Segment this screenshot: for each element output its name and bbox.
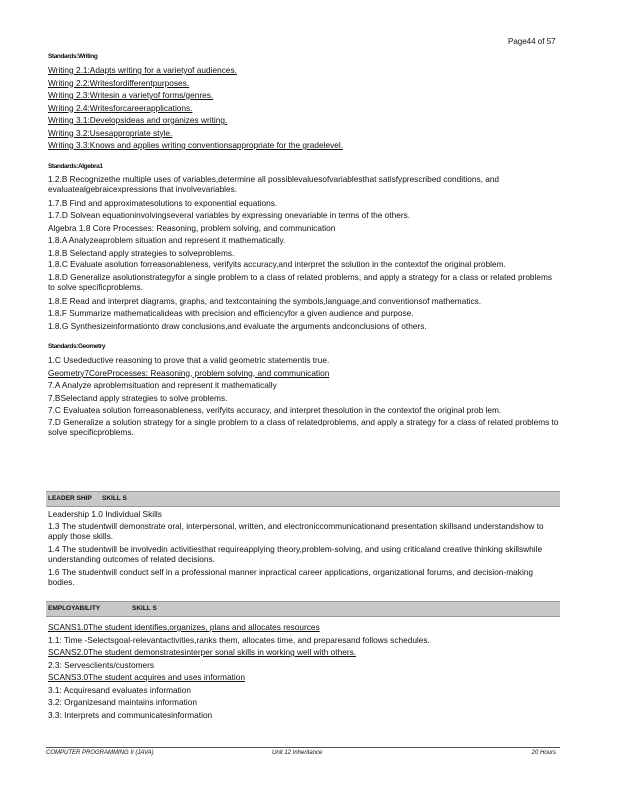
employability-item: 3.1: Acquiresand evaluates information	[48, 684, 191, 695]
algebra-item: 1.8.E Read and interpret diagrams, graphs, and textcontaining the symbols,language,and conventionsof mathematics.	[48, 295, 482, 306]
employability-item: SCANS2.0The student demonstratesinterper sonal skills in working well with others.	[48, 647, 357, 657]
algebra-item: 1.8.C Evaluate asolution forreasonableness, verifyits accuracy,and interpret the solution in the contextof the original problem.	[48, 259, 506, 269]
geometry-item: 7.D Generalize a solution strategy for a single problem to a class of relatedproblems, and apply a strategy for a class of related problems to solve specificproblems.	[48, 416, 559, 437]
geometry-item: Geometry7CoreProcesses: Reasoning, problem solving, and communication	[48, 367, 330, 378]
geometry-header: Standards:Geometry	[48, 343, 106, 350]
algebra-item: 1.7.B Find and approximatesolutions to exponential equations.	[48, 197, 278, 208]
writing-item: Writing 2.4:Writesforcareerapplications.	[48, 102, 193, 113]
geometry-item: 7.A Analyze aproblemsituation and represent it mathematically	[48, 380, 277, 390]
algebra-item: 1.8.G Synthesizeinformationto draw conclusions,and evaluate the arguments andconclusions of others.	[48, 320, 427, 331]
employability-item: 1.1: Time -Selectsgoal-relevantactivities,ranks them, allocates time, and preparesand follows schedules.	[48, 634, 430, 645]
footer-hours: 20 Hours	[531, 750, 556, 756]
standards-section	[48, 52, 560, 440]
employability-item: SCANS1.0The student identifies,organizes, plans and allocates resources	[48, 622, 320, 632]
employability-bar-label: EMPLOYABILITY	[48, 605, 101, 612]
writing-item: Writing 2.2:Writesfordifferentpurposes.	[48, 77, 190, 88]
geometry-item: 7.C Evaluatea solution forreasonableness, verifyits accuracy, and interpret thesolution in the contextof the original prob lem.	[48, 405, 502, 415]
algebra-item: 1.8.A Analyzeaproblem situation and represent it mathematically.	[48, 235, 286, 245]
algebra-item: 1.8.D Generalize asolutionstrategyfor a single problem to a class of related problems, and apply a strategy for a class or related problems to solve specificproblems.	[48, 271, 553, 292]
algebra-item: 1.8.B Selectand apply strategies to solveproblems.	[48, 247, 235, 258]
leadership-item: Leadership 1.0 Individual Skills	[48, 509, 162, 519]
page-number: Page44 of 57	[508, 37, 556, 46]
writing-item: Writing 3.1:Developsideas and organizes writing.	[48, 115, 228, 125]
leadership-skills-label: SKILL S	[102, 495, 127, 502]
writing-item: Writing 2.1:Adapts writing for a varietyof audiences.	[48, 65, 237, 75]
footer-unit: Unit 12 Inheritance	[272, 750, 323, 756]
page-footer	[46, 747, 560, 760]
leadership-skills-bar	[46, 491, 560, 507]
geometry-item: 1.C Usedeductive reasoning to prove that a valid geometric statementis true.	[48, 355, 330, 365]
algebra-item: Algebra 1.8 Core Processes: Reasoning, problem solving, and communication	[48, 222, 336, 233]
leadership-section	[48, 508, 560, 590]
leadership-item: 1.4 The studentwill be involvedin activitiesthat requireapplying theory,problem-solving, and using criticaland creative thinking skillswhile understanding outcomes of related decisions.	[48, 543, 543, 564]
writing-header: Standards:Writing	[48, 53, 98, 60]
writing-item: Writing 3.2:Usesappropriate style.	[48, 127, 173, 138]
algebra-item: 1.8.F Summarize mathematicalideas with precision and efficiencyfor a given audience and purpose.	[48, 308, 414, 318]
algebra-item: 1.7.D Solvean equationinvolvingseveral variables by expressing onevariable in terms of the others.	[48, 210, 411, 220]
employability-item: 2.3: Servesclients/customers	[48, 659, 155, 670]
employability-item: 3.3: Interprets and communicatesinformation	[48, 709, 213, 720]
employability-skills-label: SKILL S	[132, 605, 157, 612]
geometry-item: 7.BSelectand apply strategies to solve problems.	[48, 392, 228, 403]
footer-course: COMPUTER PROGRAMMING II (JAVA)	[46, 750, 154, 756]
writing-item: Writing 3.3:Knows and applies writing conventionsappropriate for the gradelevel.	[48, 140, 344, 150]
algebra-item: 1.2.B Recognizethe multiple uses of variables,determine all possiblevaluesofvariablesthat satisfyprescribed conditions, and evaluatealgebraicexpressions that involvevariables.	[48, 173, 500, 194]
employability-skills-bar	[46, 601, 560, 617]
employability-section	[48, 621, 560, 721]
leadership-bar-label: LEADER SHIP	[48, 495, 92, 502]
algebra-header: Standards:Algebra1	[48, 162, 103, 170]
writing-item: Writing 2.3:Writesin a varietyof forms/genres.	[48, 90, 214, 100]
leadership-item: 1.6 The studentwill conduct self in a professional manner inpractical career applications, organizational forums, and decision-making bodies.	[48, 566, 534, 587]
employability-item: 3.2: Organizesand maintains information	[48, 697, 197, 707]
employability-item: SCANS3.0The student acquires and uses information	[48, 672, 245, 682]
leadership-item: 1.3 The studentwill demonstrate oral, interpersonal, written, and electroniccommunicationand presentation skillsand understandshow to apply those skills.	[48, 520, 544, 541]
